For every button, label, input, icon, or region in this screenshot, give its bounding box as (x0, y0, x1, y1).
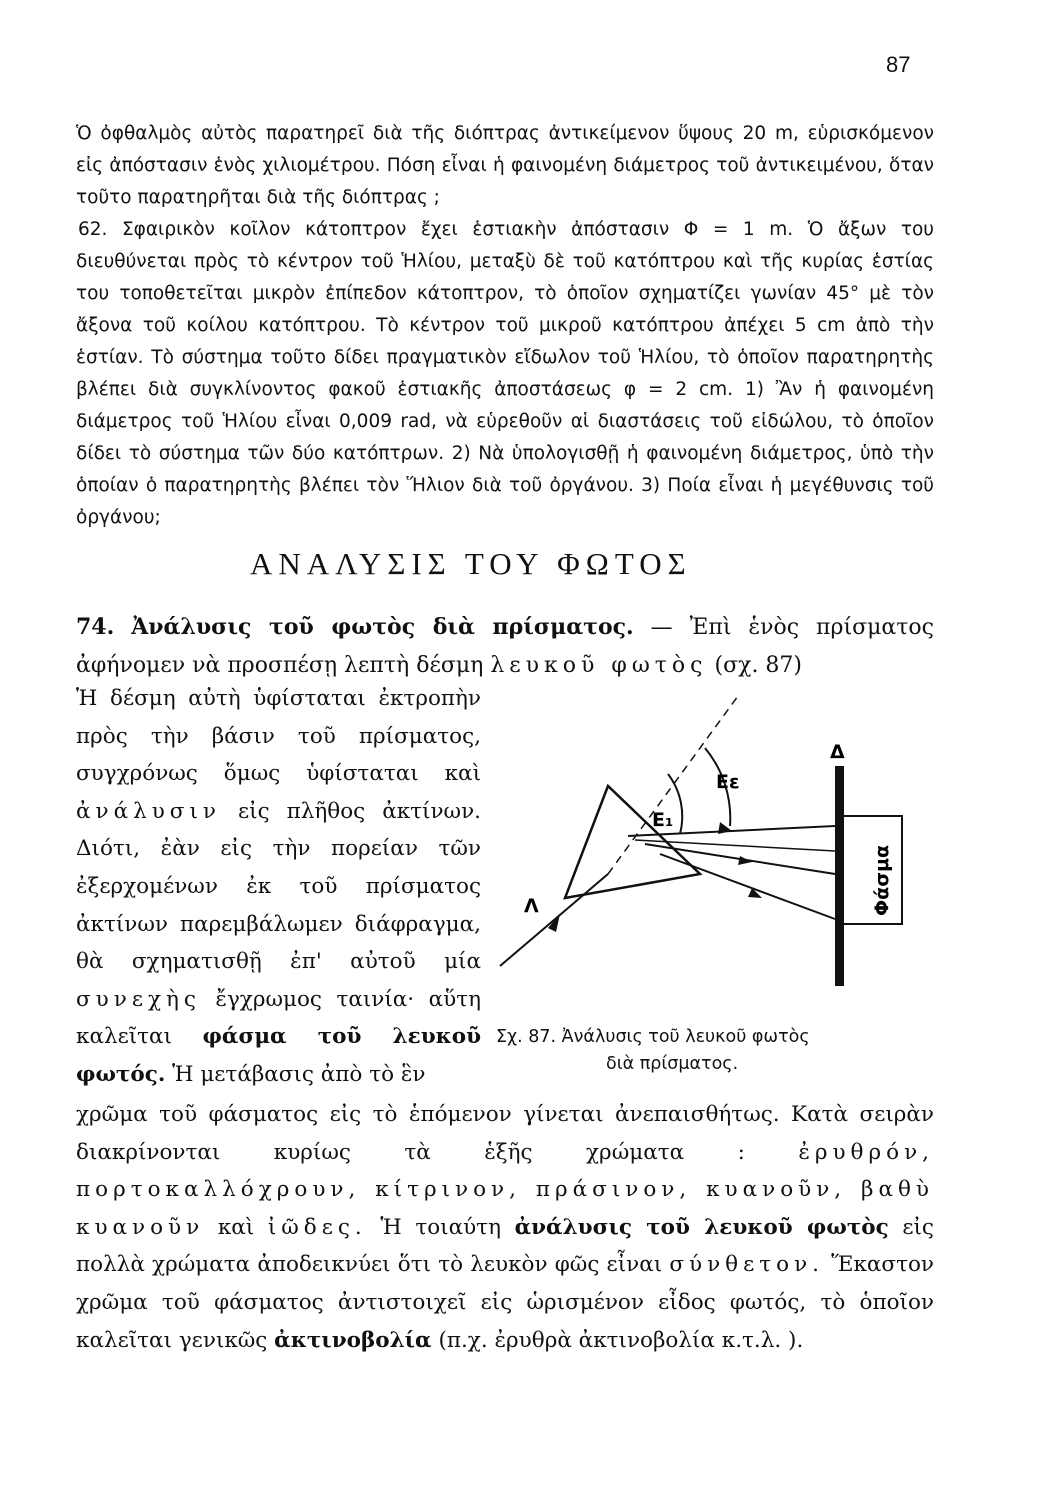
body-text: ἔγχρωμος ταινία· αὕτη καλεῖται (76, 986, 481, 1050)
body-text: Ἡ μετάβασις ἀπὸ τὸ ἓν (172, 1061, 426, 1087)
body-text: Ἡ τοιαύτη (380, 1214, 501, 1240)
label-delta: Δ (830, 741, 845, 763)
spaced-word: σύνθετον. (669, 1252, 825, 1278)
spaced-word: συνεχὴς (76, 986, 201, 1012)
section-heading (76, 608, 934, 685)
bold-term: ἀκτινοβολία (274, 1327, 432, 1353)
intro-ref: (σχ. 87) (714, 653, 803, 678)
body-text: χρῶμα τοῦ φάσματος εἰς τὸ ἑπόμενον γίνεται ἀνεπαισθήτως. Κατὰ σειρὰν διακρίνονται κυρίως τὰ ἑξῆς χρώματα : (76, 1102, 934, 1165)
bold-term: φάσμα τοῦ λευκοῦ φωτός. (76, 1024, 481, 1087)
body-text: εἰς πολλὰ χρώματα ἀποδεικνύει ὅτι τὸ λευκὸν φῶς εἶναι (76, 1214, 934, 1278)
intro-text: — Ἐπὶ ἑνὸς πρίσματος ἀφήνομεν νὰ προσπέσῃ λεπτὴ δέσμη (76, 615, 934, 678)
caption-line-1: Σχ. 87. Ἀνάλυσις τοῦ λευκοῦ φωτὸς (496, 1027, 810, 1047)
body-text: (π.χ. ἐρυθρὰ ἀκτινοβολία κ.τ.λ. ). (438, 1327, 804, 1353)
color-indigo: ἰῶδες. (267, 1214, 367, 1240)
section-title: ΑΝΑΛΥΣΙΣ ΤΟΥ ΦΩΤΟΣ (250, 546, 692, 581)
heading-number: 74. (76, 614, 115, 640)
label-e1: Ε₁ (652, 809, 674, 831)
figure-caption (496, 1024, 916, 1078)
problem-text: Ὁ ὀφθαλμὸς αὐτὸς παρατηρεῖ διὰ τῆς διόπτρας ἀντικείμενον ὕψους 20 m, εὑρισκόμενον εἰς ἀπόστασιν ἑνὸς χιλιομέτρου. Πόση εἶναι ἡ φαινομένη διάμετρος τοῦ ἀντικειμένου, ὅταν τοῦτο παρατηρῆται διὰ τῆς διόπτρας ; (76, 123, 934, 208)
page-number: 87 (886, 52, 911, 77)
prism-figure (490, 676, 930, 992)
wrapped-paragraph (76, 680, 481, 1094)
color-list: ἐρυθρόν, πορτοκαλλόχρουν, κίτρινον, πράσινον, κυανοῦν, βαθὺ κυανοῦν (76, 1139, 934, 1240)
problems-block (76, 118, 934, 534)
body-text: εἰς πλῆθος ἀκτίνων. Διότι, ἐὰν εἰς τὴν πορείαν τῶν ἐξερχομένων ἐκ τοῦ πρίσματος ἀκτίνων παρεμβάλωμεν διάφραγμα, θὰ σχηματισθῇ ἐπ' αὐτοῦ μία (76, 798, 481, 975)
prism-diagram (490, 676, 930, 992)
caption-line-2: διὰ πρίσματος. (606, 1054, 739, 1074)
label-spectrum: Φάσμα (871, 844, 893, 916)
problem-62: 62. Σφαιρικὸν κοῖλον κάτοπτρον ἔχει ἑστιακὴν ἀπόστασιν Φ = 1 m. Ὁ ἄξων του διευθύνεται πρὸς τὸ κέντρον τοῦ Ἡλίου, μεταξὺ δὲ τοῦ κατόπτρου καὶ τῆς κυρίας ἑστίας του τοποθετεῖται μικρὸν ἐπίπεδον κάτοπτρον, τὸ ὁποῖον σχηματίζει γωνίαν 45° μὲ τὸν ἄξονα τοῦ κοίλου κατόπτρου. Τὸ κέντρον τοῦ μικροῦ κατόπτρου ἀπέχει 5 cm ἀπὸ τὴν ἑστίαν. Τὸ σύστημα τοῦτο δίδει πραγματικὸν εἴδωλον τοῦ Ἡλίου, τὸ ὁποῖον παρατηρητὴς βλέπει διὰ συγκλίνοντος φακοῦ ἑστιακῆς ἀποστάσεως φ = 2 cm. 1) Ἂν ἡ φαινομένη διάμετρος τοῦ Ἡλίου εἶναι 0,009 rad, νὰ εὑρεθοῦν αἱ διαστάσεις τοῦ εἰδώλου, τὸ ὁποῖον δίδει τὸ σύστημα τῶν δύο κατόπτρων. 2) Νὰ ὑπολογισθῇ ἡ φαινομένη διάμετρος, ὑπὸ τὴν ὁποίαν ὁ παρατηρητὴς βλέπει τὸν Ἥλιον διὰ τοῦ ὀργάνου. 3) Ποία εἶναι ἡ μεγέθυνσις τοῦ ὀργάνου; (76, 219, 934, 528)
full-width-paragraph (76, 1096, 934, 1359)
body-text: Ἡ δέσμη αὐτὴ ὑφίσταται ἐκτροπὴν πρὸς τὴν βάσιν τοῦ πρίσματος, συγχρόνως ὅμως ὑφίσταται καὶ (76, 686, 481, 787)
body-text: καὶ (217, 1214, 255, 1240)
heading-title: Ἀνάλυσις τοῦ φωτὸς διὰ πρίσματος. (131, 614, 634, 640)
ray-2 (635, 840, 835, 851)
spaced-word: ἀνάλυσιν (76, 798, 221, 824)
incident-ray (500, 874, 608, 966)
body-text: Ἕκαστον χρῶμα τοῦ φάσματος ἀντιστοιχεῖ εἰς ὡρισμένον εἶδος φωτός, τὸ ὁποῖον καλεῖται γενικῶς (76, 1252, 935, 1353)
label-lambda: Λ (524, 895, 539, 917)
screen-diaphragm (835, 766, 844, 986)
intro-spaced: λευκοῦ φωτὸς (490, 653, 708, 678)
label-e2: Εε (716, 771, 740, 793)
ray-violet (660, 854, 835, 919)
bold-term: ἀνάλυσις τοῦ λευκοῦ φωτὸς (514, 1214, 889, 1240)
